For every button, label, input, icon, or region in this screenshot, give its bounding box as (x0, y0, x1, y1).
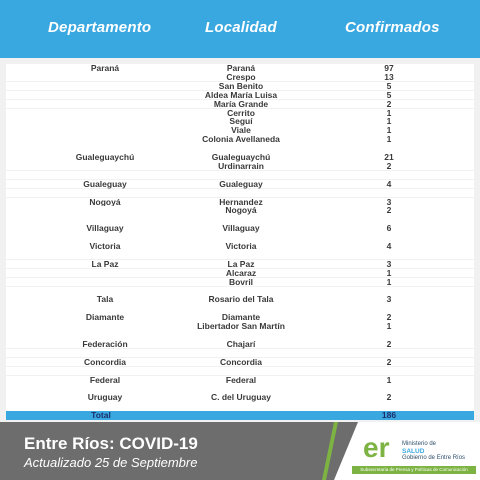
row-localidad: La Paz (227, 258, 255, 269)
row-localidad: Libertador San Martín (197, 321, 285, 332)
table-row (6, 91, 474, 100)
row-localidad: Chajarí (226, 338, 256, 349)
row-departamento: Uruguay (87, 392, 123, 403)
row-localidad: Villaguay (222, 223, 260, 234)
row-confirmados: 2 (386, 338, 392, 349)
row-confirmados: 1 (386, 267, 392, 278)
header-departamento: Departamento (48, 19, 152, 36)
footer-subtitle: Actualizado 25 de Septiembre (24, 455, 198, 470)
row-confirmados: 4 (386, 178, 392, 189)
ministry-logo-icon (362, 432, 398, 462)
table-row (6, 376, 474, 385)
row-localidad: San Benito (218, 80, 264, 91)
row-confirmados: 1 (386, 374, 392, 385)
table-row (6, 393, 474, 402)
logo-letters: er (363, 432, 390, 462)
row-confirmados: 2 (386, 205, 392, 216)
row-departamento: La Paz (91, 258, 119, 269)
row-confirmados: 1 (386, 116, 392, 127)
row-localidad: Federal (225, 374, 257, 385)
table-row (6, 206, 474, 215)
table-row (6, 224, 474, 233)
footer-title: Entre Ríos: COVID-19 (24, 434, 198, 453)
row-confirmados: 4 (386, 241, 392, 251)
row-departamento: Gualeguay (83, 178, 127, 189)
row-localidad: Aldea María Luisa (204, 89, 278, 100)
row-localidad: Alcaraz (225, 267, 257, 278)
row-localidad: Hernandez (219, 196, 263, 207)
row-confirmados: 1 (386, 107, 392, 118)
row-confirmados: 2 (386, 392, 392, 403)
row-localidad: Nogoyá (225, 205, 257, 216)
row-confirmados: 2 (386, 312, 392, 323)
row-confirmados: 3 (386, 294, 392, 305)
row-confirmados: 97 (384, 63, 394, 73)
row-confirmados: 5 (386, 80, 392, 91)
row-localidad: Crespo (226, 71, 256, 82)
row-localidad: Bovril (228, 276, 254, 287)
table-row (6, 242, 474, 251)
row-localidad: Concordia (219, 356, 263, 367)
row-confirmados: 13 (384, 71, 394, 82)
table-row (6, 162, 474, 171)
row-confirmados: 3 (386, 258, 392, 269)
subsecretaria-band: Subsecretaría de Prensa y Políticas de Comunicación (352, 466, 476, 474)
header-localidad: Localidad (205, 19, 277, 36)
row-localidad: Paraná (226, 63, 256, 73)
row-confirmados: 2 (386, 160, 392, 171)
table-row (6, 135, 474, 144)
row-confirmados: 2 (386, 356, 392, 367)
row-departamento: Gualeguaychú (75, 152, 135, 162)
row-confirmados: 1 (386, 276, 392, 287)
row-departamento: Federación (82, 338, 128, 349)
ministry-line3: Gobierno de Entre Ríos (402, 455, 466, 461)
row-localidad: Diamante (221, 312, 261, 323)
table-row (6, 322, 474, 331)
row-confirmados: 1 (386, 134, 392, 145)
table-row (6, 189, 474, 198)
table-row (6, 402, 474, 411)
total-row (6, 411, 474, 420)
table-row (6, 340, 474, 349)
row-confirmados: 2 (386, 98, 392, 109)
table-row (6, 278, 474, 287)
table-header (0, 0, 480, 58)
ministry-line2: SALUD (402, 448, 425, 455)
row-departamento: Concordia (83, 356, 127, 367)
row-localidad: Gualeguaychú (211, 152, 271, 162)
row-confirmados: 1 (386, 321, 392, 332)
row-confirmados: 5 (386, 89, 392, 100)
row-departamento: Diamante (85, 312, 125, 323)
row-departamento: Tala (96, 294, 114, 305)
row-localidad: Cerrito (227, 107, 255, 118)
row-localidad: Rosario del Tala (208, 294, 274, 305)
row-localidad: Gualeguay (219, 178, 263, 189)
row-localidad: Victoria (225, 241, 257, 251)
row-departamento: Victoria (89, 241, 121, 251)
ministry-line1: Ministerio de (402, 441, 437, 447)
row-confirmados: 3 (386, 196, 392, 207)
row-localidad: Seguí (229, 116, 253, 127)
ministry-name (402, 441, 465, 462)
row-localidad: C. del Uruguay (211, 392, 271, 403)
row-departamento: Nogoyá (89, 196, 121, 207)
row-localidad: Viale (231, 125, 251, 136)
row-departamento: Villaguay (86, 223, 124, 234)
row-localidad: Colonia Avellaneda (202, 134, 280, 145)
table-row (6, 180, 474, 189)
row-departamento: Federal (89, 374, 121, 385)
table-row (6, 367, 474, 376)
row-confirmados: 21 (384, 152, 394, 162)
row-departamento: Paraná (90, 63, 120, 73)
row-localidad: María Grande (213, 98, 269, 109)
row-localidad: Urdinarrain (218, 160, 264, 171)
table-row (6, 269, 474, 278)
table-row (6, 100, 474, 109)
total-value: 186 (381, 410, 397, 421)
header-confirmados: Confirmados (345, 19, 440, 36)
table-row (6, 295, 474, 304)
table-row (6, 358, 474, 367)
total-label: Total (91, 410, 111, 421)
row-confirmados: 6 (386, 223, 392, 234)
row-confirmados: 1 (386, 125, 392, 136)
